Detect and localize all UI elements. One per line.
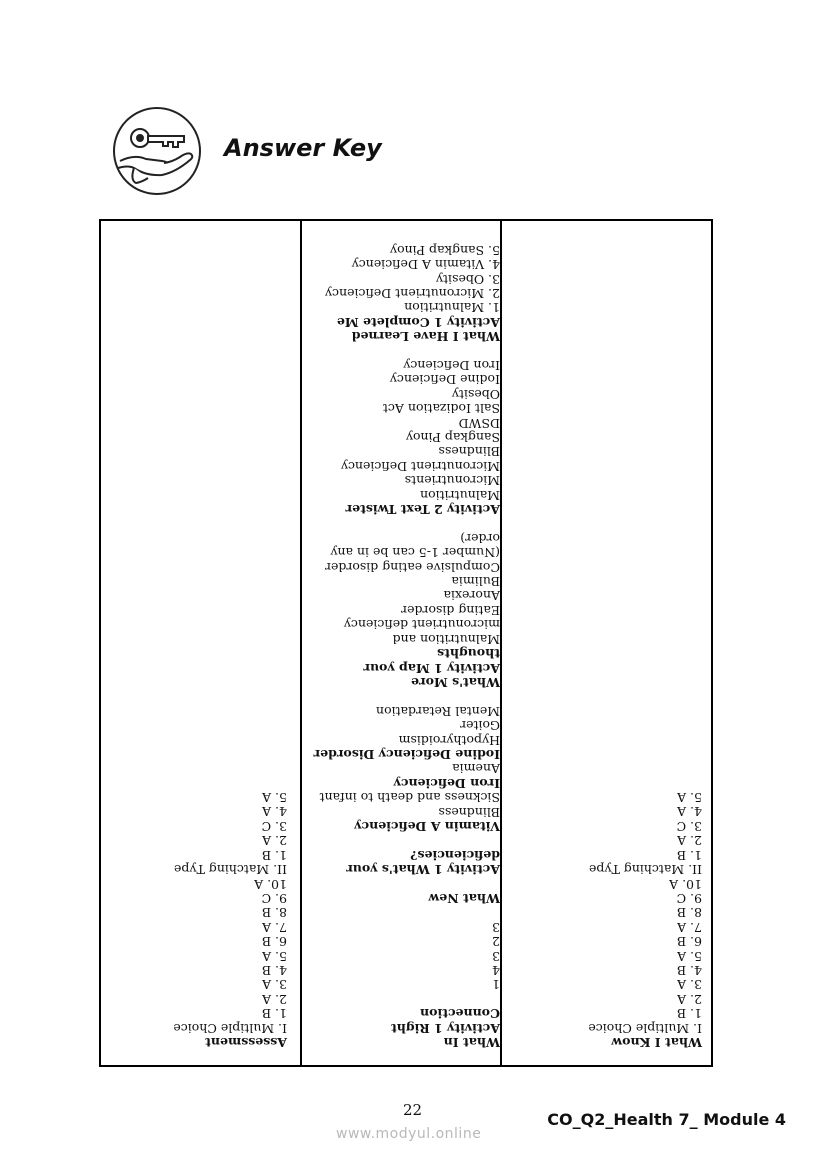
- answer-line: DSWD: [458, 415, 500, 431]
- answer-line: 5. A: [262, 948, 287, 964]
- answer-line: 7. A: [677, 919, 702, 935]
- answer-line: 2. A: [262, 991, 287, 1007]
- answer-key-logo: [112, 106, 202, 196]
- answer-line: 5. Sangkap Pinoy: [389, 242, 500, 258]
- answer-line: Blindness: [438, 804, 500, 820]
- what-i-know-answers: [588, 790, 702, 1049]
- answer-line: [314, 689, 500, 703]
- answer-line: Iron Deficiency: [403, 358, 500, 373]
- answer-line: 2. Micronutrient Deficiency: [324, 285, 500, 301]
- section-heading: thoughts: [437, 646, 500, 662]
- answer-line: 3. Obesity: [435, 271, 500, 287]
- answer-line: 4. A: [677, 804, 702, 820]
- answer-line: Micronutrients: [404, 473, 500, 489]
- answer-line: Anemia: [452, 761, 500, 777]
- answer-line: 1. B: [261, 847, 287, 863]
- section-heading: Activity 2 Text Twister: [345, 502, 500, 518]
- page-title: Answer Key: [224, 134, 382, 162]
- answer-line: [314, 876, 500, 890]
- answer-line: 1. B: [261, 1006, 287, 1022]
- answer-line: Salt Iodization Act: [382, 401, 500, 417]
- section-heading: What New: [428, 890, 500, 906]
- answer-line: order): [460, 530, 500, 546]
- answer-line: [314, 905, 500, 919]
- answer-line: [314, 343, 500, 357]
- answer-line: Mental Retardation: [375, 703, 500, 719]
- answer-key-table: [99, 219, 713, 1067]
- answer-line: 3: [492, 948, 500, 964]
- answer-line: 7. A: [262, 919, 287, 935]
- answer-line: 1. B: [676, 847, 702, 863]
- section-heading: What I Know: [611, 1035, 702, 1050]
- answer-line: 4: [492, 962, 500, 978]
- section-heading: Vitamin A Deficiency: [354, 818, 500, 834]
- answer-line: II. Matching Type: [589, 862, 702, 878]
- section-heading: What's More: [411, 674, 500, 690]
- section-heading: Iodine Deficiency Disorder: [313, 746, 500, 762]
- answer-line: micronutrient deficiency: [343, 617, 500, 633]
- answer-line: 5. A: [262, 790, 287, 806]
- answer-line: 2. A: [262, 833, 287, 849]
- watermark: www.modyul.online: [336, 1126, 482, 1142]
- answer-line: Micronutrient Deficiency: [340, 458, 500, 474]
- answer-line: Hypothyroidism: [398, 732, 500, 748]
- answer-line: 6. B: [676, 934, 702, 950]
- answer-line: I. Multiple Choice: [588, 1020, 702, 1036]
- answer-line: 5. A: [677, 948, 702, 964]
- answer-line: 1. B: [676, 1006, 702, 1022]
- section-heading: Iron Deficiency: [393, 775, 500, 791]
- answer-line: 2. A: [677, 991, 702, 1007]
- answer-line: 9. C: [261, 890, 287, 906]
- section-heading: Connection: [420, 1006, 500, 1022]
- answer-line: Goiter: [460, 718, 500, 734]
- answer-line: 4. B: [261, 962, 287, 978]
- answer-line: Sickness and death to infant: [319, 790, 500, 806]
- section-heading: Activity 1 Right: [390, 1020, 500, 1036]
- module-code: CO_Q2_Health 7_ Module 4: [547, 1110, 786, 1129]
- section-heading: Assessment: [205, 1035, 287, 1050]
- answer-line: 10. A: [254, 876, 287, 892]
- answer-line: II. Matching Type: [174, 862, 287, 878]
- answer-line: 3: [492, 919, 500, 935]
- answer-line: I. Multiple Choice: [173, 1020, 287, 1036]
- answer-line: Iodine Deficiency: [389, 372, 500, 388]
- answer-line: 10. A: [669, 876, 702, 892]
- answer-line: Compulsive eating disorder: [324, 559, 500, 575]
- answer-line: 3. C: [261, 818, 287, 834]
- answer-line: 9. C: [676, 890, 702, 906]
- section-heading: Activity 1 What's your: [346, 862, 500, 878]
- answer-line: 2. A: [677, 833, 702, 849]
- answer-line: Bulimia: [451, 574, 500, 590]
- answer-line: Sangkap Pinoy: [405, 430, 500, 446]
- page-number: 22: [403, 1101, 423, 1119]
- answer-line: Eating disorder: [401, 602, 500, 618]
- answer-line: [314, 991, 500, 1005]
- section-heading: deficiencies?: [410, 847, 500, 863]
- section-heading: What I Have Learned: [351, 329, 500, 345]
- assessment-column: [101, 221, 300, 1065]
- answer-line: 5. A: [677, 790, 702, 806]
- answer-line: [314, 833, 500, 847]
- answer-line: 4. B: [676, 962, 702, 978]
- answer-line: 6. B: [261, 934, 287, 950]
- assessment-answers: [173, 790, 287, 1049]
- answer-line: 2: [492, 934, 500, 950]
- answer-line: Malnutrition: [420, 487, 500, 503]
- middle-column: [302, 221, 500, 1065]
- answer-line: 8. B: [261, 905, 287, 921]
- answer-line: 1. Malnutrition: [404, 300, 500, 316]
- answer-line: (Number 1-5 can be in any: [330, 545, 500, 561]
- answer-line: 3. C: [676, 818, 702, 834]
- answer-line: [314, 516, 500, 530]
- section-heading: Activity 1 Map your: [363, 660, 500, 676]
- answer-line: Anorexia: [443, 588, 500, 604]
- answer-line: 3. A: [262, 977, 287, 993]
- answer-line: 3. A: [677, 977, 702, 993]
- answer-line: Malnutrition and: [392, 631, 500, 647]
- answer-line: 4. Vitamin A Deficiency: [351, 257, 500, 273]
- answer-line: 1: [492, 977, 500, 993]
- answer-line: 4. A: [262, 804, 287, 820]
- answer-line: Blindness: [438, 444, 500, 460]
- section-heading: What In: [443, 1035, 500, 1050]
- answer-line: 8. B: [676, 905, 702, 921]
- answer-line: Obesity: [451, 386, 500, 402]
- section-heading: Activity 1 Complete Me: [336, 314, 500, 330]
- what-i-know-column: [502, 221, 711, 1065]
- middle-answers: [314, 242, 500, 1049]
